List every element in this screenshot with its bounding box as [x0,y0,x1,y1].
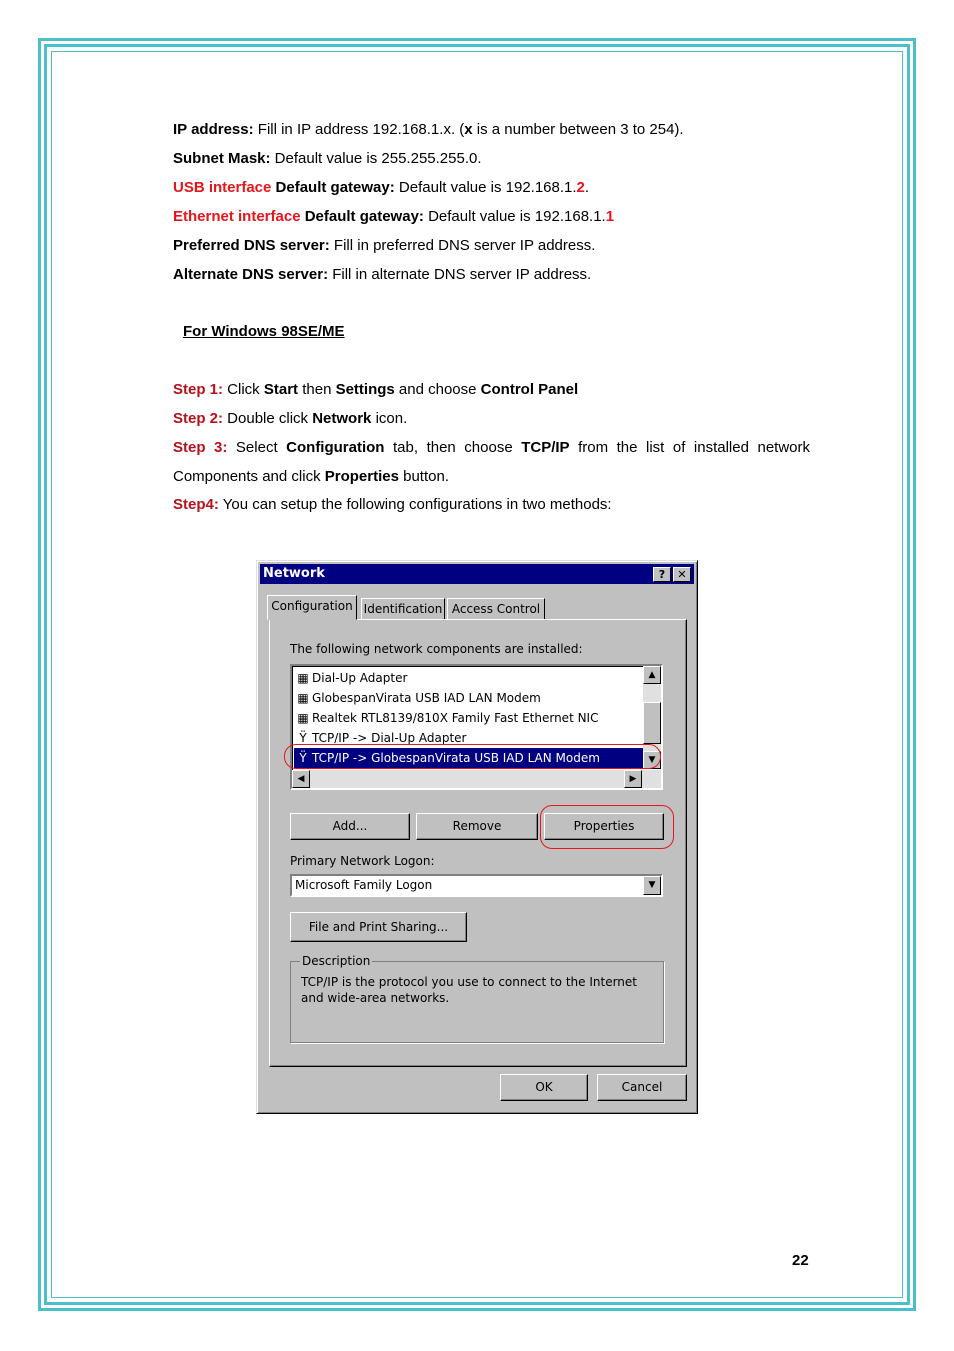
preferred-dns-line: Preferred DNS server: Fill in preferred DNS server IP address. [173,237,596,254]
logon-select[interactable]: Microsoft Family Logon ▼ [290,874,663,897]
description-group [290,954,664,1043]
file-print-sharing-button[interactable]: File and Print Sharing... [290,912,467,942]
tab-configuration[interactable]: Configuration [267,595,357,620]
add-button[interactable]: Add... [290,813,410,840]
network-card-icon: ▦ [297,691,309,705]
scroll-right-icon[interactable]: ▶ [624,770,642,788]
protocol-icon: Ÿ [299,731,307,745]
alternate-dns-line: Alternate DNS server: Fill in alternate DNS server IP address. [173,266,592,283]
dialog-titlebar [260,564,694,584]
description-text: TCP/IP is the protocol you use to connect to the Internet and wide-area networks. [301,975,637,1005]
section-heading: For Windows 98SE/ME [183,323,345,340]
chevron-down-icon[interactable]: ▼ [643,876,661,895]
help-button[interactable]: ? [653,567,671,582]
properties-button[interactable]: Properties [544,813,664,840]
scroll-down-icon[interactable]: ▼ [643,751,661,769]
ok-button[interactable]: OK [500,1074,588,1101]
tab-identification[interactable]: Identification [361,598,445,620]
highlight-tcpip-item [284,744,661,769]
list-item[interactable]: Ÿ TCP/IP -> Dial-Up Adapter [294,728,644,748]
step-1: Step 1: Click Start then Settings and choose Control Panel [173,381,579,398]
scroll-thumb[interactable] [643,702,661,744]
step-2: Step 2: Double click Network icon. [173,410,408,427]
protocol-icon: Ÿ [299,751,307,765]
logon-label: Primary Network Logon: [290,854,435,868]
dialog-title: Network [263,566,325,581]
highlight-properties-button [540,805,674,849]
horizontal-scrollbar[interactable] [292,770,661,788]
list-item[interactable]: ▦ Realtek RTL8139/810X Family Fast Ethernet NIC [294,708,644,728]
scroll-up-icon[interactable]: ▲ [643,666,661,684]
description-title: Description [302,954,371,968]
list-item[interactable]: ▦ Dial-Up Adapter [294,668,644,688]
list-item-selected[interactable]: Ÿ TCP/IP -> GlobespanVirata USB IAD LAN Modem [294,748,644,768]
scroll-left-icon[interactable]: ◀ [292,770,310,788]
usb-gateway-line: USB interface Default gateway: Default value is 192.168.1.2. [173,179,590,196]
remove-button[interactable]: Remove [416,813,538,840]
network-card-icon: ▦ [297,671,309,685]
step-4: Step4: You can setup the following configurations in two methods: [173,496,612,513]
step-3-continued: Components and click Properties button. [173,468,449,485]
step-3: Step 3: Select Configuration tab, then choose TCP/IP from the list of installed network [173,439,810,456]
components-list[interactable] [290,664,663,790]
components-label: The following network components are installed: [290,642,583,656]
subnet-mask-line: Subnet Mask: Default value is 255.255.255.0. [173,150,482,167]
network-card-icon: ▦ [297,711,309,725]
ethernet-gateway-line: Ethernet interface Default gateway: Default value is 192.168.1.1 [173,208,615,225]
cancel-button[interactable]: Cancel [597,1074,687,1101]
close-button[interactable]: ✕ [673,567,691,582]
ip-address-line: IP address: Fill in IP address 192.168.1.x. (x is a number between 3 to 254). [173,121,684,138]
list-item[interactable]: ▦ GlobespanVirata USB IAD LAN Modem [294,688,644,708]
page-number: 22 [792,1252,809,1269]
tab-access-control[interactable]: Access Control [447,598,545,620]
